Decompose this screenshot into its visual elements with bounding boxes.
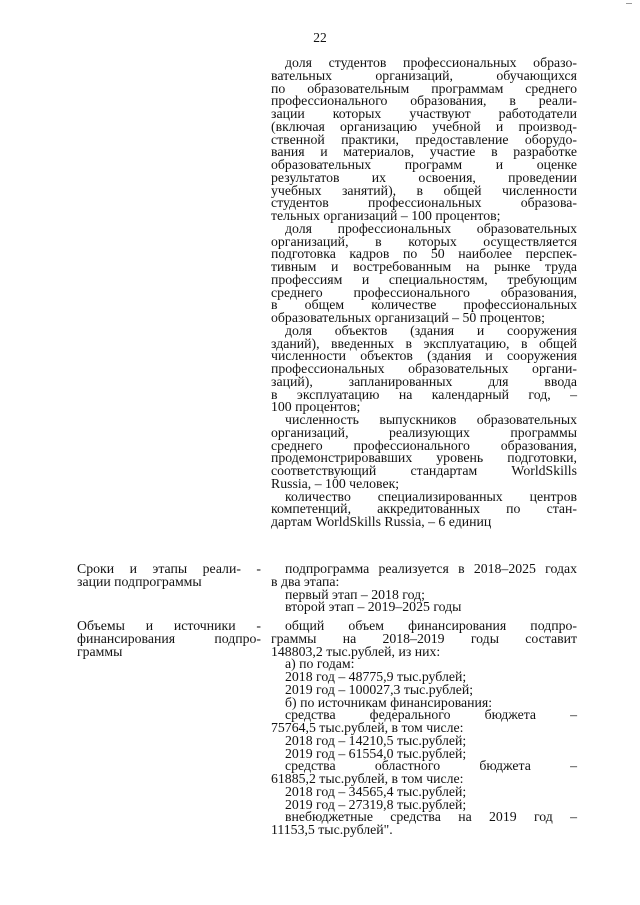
text-line: в эксплуатацию на календарный год, – — [271, 386, 577, 402]
scan-mark — [626, 3, 632, 4]
text-line: 61885,2 тыс.рублей, в том числе: — [271, 771, 464, 786]
text-line: численности объектов (здания и сооружения — [271, 348, 577, 364]
text-line: тельных организаций – 100 процентов; — [271, 208, 501, 223]
label-line: граммы — [77, 643, 123, 659]
text-line: по образовательным программам среднего — [271, 80, 577, 96]
label-line: Объемы и источники - — [77, 618, 261, 633]
text-line: в два этапа: — [271, 573, 340, 589]
text-line: тивным и востребованным на рынке труда — [271, 259, 577, 274]
text-line: граммы на 2018–2019 годы составит — [271, 630, 577, 646]
text-line: дартам WorldSkills Russia, – 6 единиц — [271, 514, 492, 529]
text-line: зации которых участвуют работодатели — [271, 106, 577, 121]
text-line: организаций, реализующих программы — [271, 424, 577, 440]
text-line: вательных организаций, обучающихся — [271, 67, 577, 83]
indicators-text-block — [271, 57, 577, 529]
funding-label — [77, 620, 261, 658]
text-line: второй этап – 2019–2025 годы — [285, 599, 462, 615]
text-line: первый этап – 2018 год; — [285, 586, 425, 602]
text-line: б) по источникам финансирования: — [285, 694, 493, 710]
text-line: учебных занятий), в общей численности — [271, 182, 577, 198]
text-line: средства федерального бюджета – — [285, 707, 577, 723]
text-line: численность выпускников образовательных — [285, 412, 577, 427]
text-line: 2019 год – 61554,0 тыс.рублей; — [285, 745, 467, 761]
text-line: (включая организацию учебной и производ- — [271, 118, 577, 134]
text-line: зданий), введенных в эксплуатацию, в общей — [271, 335, 577, 351]
text-line: заций), запланированных для ввода — [271, 373, 577, 389]
label-line: Сроки и этапы реали- - — [77, 561, 261, 576]
text-line: доля профессиональных образовательных — [285, 220, 577, 236]
text-line: образовательных организаций – 50 процентов; — [271, 310, 545, 325]
text-line: профессиональных образовательных органи- — [271, 361, 577, 376]
text-line: 75764,5 тыс.рублей, в том числе: — [271, 720, 464, 735]
text-line: профессиям и специальностям, требующим — [271, 271, 577, 287]
text-line: профессионального образования, в реали- — [271, 93, 577, 109]
text-line: а) по годам: — [285, 656, 355, 672]
text-line: 2019 год – 100027,3 тыс.рублей; — [285, 681, 474, 697]
funding-value — [271, 620, 577, 837]
text-line: среднего профессионального образования, — [271, 437, 577, 453]
text-line: средства областного бюджета – — [285, 758, 577, 774]
label-line: финансирования подпро- — [77, 630, 261, 646]
label-line: зации подпрограммы — [77, 573, 202, 589]
text-line: 2018 год – 14210,5 тыс.рублей; — [285, 732, 467, 748]
text-line: студентов профессиональных образова- — [271, 195, 577, 211]
terms-value — [271, 563, 577, 614]
text-line: образовательных программ и оценке — [271, 157, 577, 172]
text-line: 148803,2 тыс.рублей, из них: — [271, 643, 441, 659]
text-line: Russia, – 100 человек; — [271, 475, 400, 491]
text-line: 11153,5 тыс.рублей". — [271, 822, 393, 837]
text-line: количество специализированных центров — [285, 488, 577, 504]
text-line: доля объектов (здания и сооружения — [285, 322, 577, 338]
text-line: доля студентов профессиональных образо- — [285, 55, 577, 70]
text-line: 2018 год – 34565,4 тыс.рублей; — [285, 783, 467, 799]
text-line: вания и материалов, участие в разработке — [271, 144, 577, 160]
text-line: продемонстрировавших уровень подготовки, — [271, 450, 577, 466]
text-line: 2019 год – 27319,8 тыс.рублей; — [285, 796, 467, 812]
text-line: ственной практики, предоставление оборудо- — [271, 131, 577, 147]
text-line: подпрограмма реализуется в 2018–2025 годах — [285, 561, 577, 576]
page-number: 22 — [313, 30, 327, 45]
text-line: внебюджетные средства на 2019 год – — [285, 809, 577, 825]
text-line: общий объем финансирования подпро- — [285, 618, 577, 633]
text-line: подготовка кадров по 50 наиболее перспек- — [271, 246, 577, 262]
text-line: организаций, в которых осуществляется — [271, 233, 577, 249]
text-line: в общем количестве профессиональных — [271, 297, 577, 313]
text-line: компетенций, аккредитованных по стан- — [271, 501, 577, 517]
text-line: результатов их освоения, проведении — [271, 169, 577, 185]
text-line: 100 процентов; — [271, 399, 361, 415]
text-line: среднего профессионального образования, — [271, 284, 577, 300]
text-line: соответствующий стандартам WorldSkills — [271, 463, 577, 478]
text-line: 2018 год – 48775,9 тыс.рублей; — [285, 669, 467, 684]
terms-label — [77, 563, 261, 589]
